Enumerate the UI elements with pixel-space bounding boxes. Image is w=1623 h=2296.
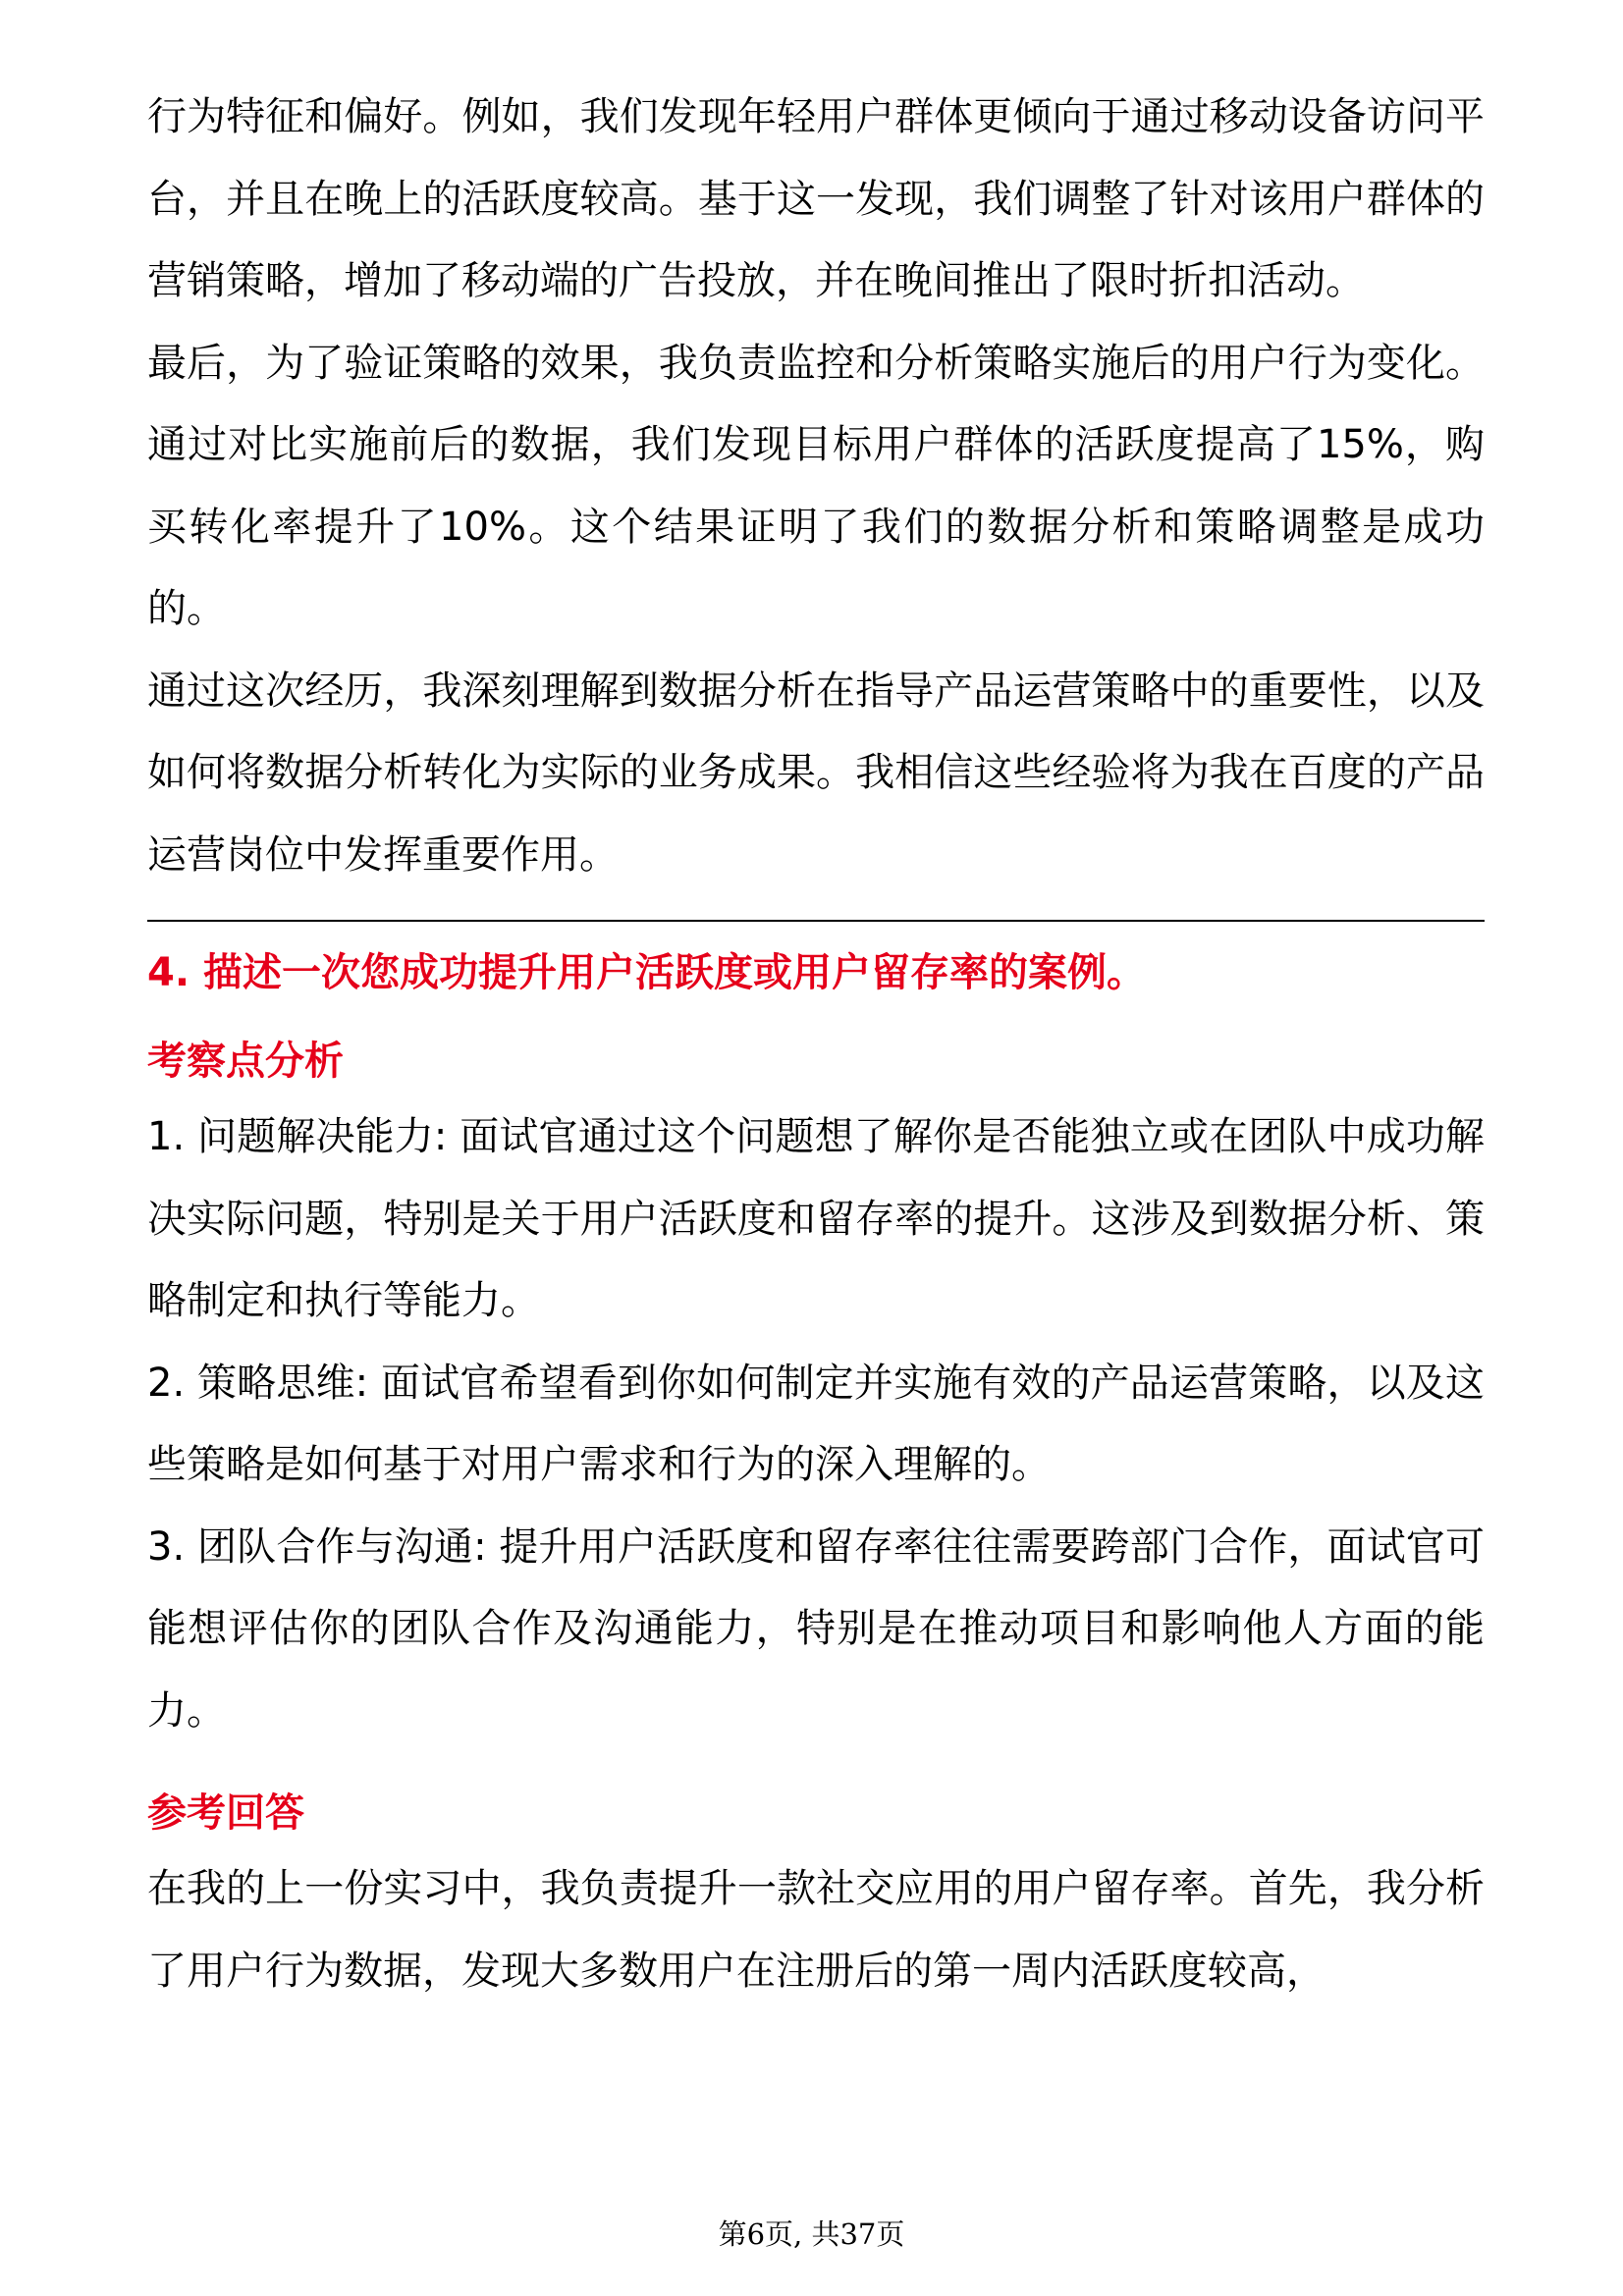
body-paragraph: 通过这次经历，我深刻理解到数据分析在指导产品运营策略中的重要性，以及如何将数据分析转化为实际的业务成果。我相信这些经验将为我在百度的产品运营岗位中发挥重要作用。 — [147, 667, 1485, 878]
question-title: 4. 描述一次您成功提升用户活跃度或用户留存率的案例。 — [147, 950, 1146, 995]
page-content — [147, 77, 1485, 2012]
analysis-point: 1. 问题解决能力: 面试官通过这个问题想了解你是否能独立或在团队中成功解决实际问题，特别是关于用户活跃度和留存率的提升。这涉及到数据分析、策略制定和执行等能力。 — [147, 1114, 1485, 1323]
body-paragraph: 行为特征和偏好。例如，我们发现年轻用户群体更倾向于通过移动设备访问平台，并且在晚上的活跃度较高。基于这一发现，我们调整了针对该用户群体的营销策略，增加了移动端的广告投放，并在晚间推出了限时折扣活动。 — [147, 94, 1485, 303]
reference-paragraph: 在我的上一份实习中，我负责提升一款社交应用的用户留存率。首先，我分析了用户行为数据，发现大多数用户在注册后的第一周内活跃度较高， — [147, 1866, 1485, 1994]
body-paragraph: 最后，为了验证策略的效果，我负责监控和分析策略实施后的用户行为变化。通过对比实施前后的数据，我们发现目标用户群体的活跃度提高了15%，购买转化率提升了10%。这个结果证明了我们的数据分析和策略调整是成功的。 — [147, 340, 1485, 631]
analysis-point: 2. 策略思维: 面试官希望看到你如何制定并实施有效的产品运营策略，以及这些策略是如何基于对用户需求和行为的深入理解的。 — [147, 1360, 1485, 1487]
page-number: 第6页, 共37页 — [718, 2217, 905, 2251]
analysis-point: 3. 团队合作与沟通: 提升用户活跃度和留存率往往需要跨部门合作，面试官可能想评估你的团队合作及沟通能力，特别是在推动项目和影响他人方面的能力。 — [147, 1523, 1485, 1734]
reference-heading: 参考回答 — [147, 1790, 304, 1836]
analysis-heading: 考察点分析 — [147, 1039, 344, 1084]
section-divider — [147, 920, 1485, 922]
